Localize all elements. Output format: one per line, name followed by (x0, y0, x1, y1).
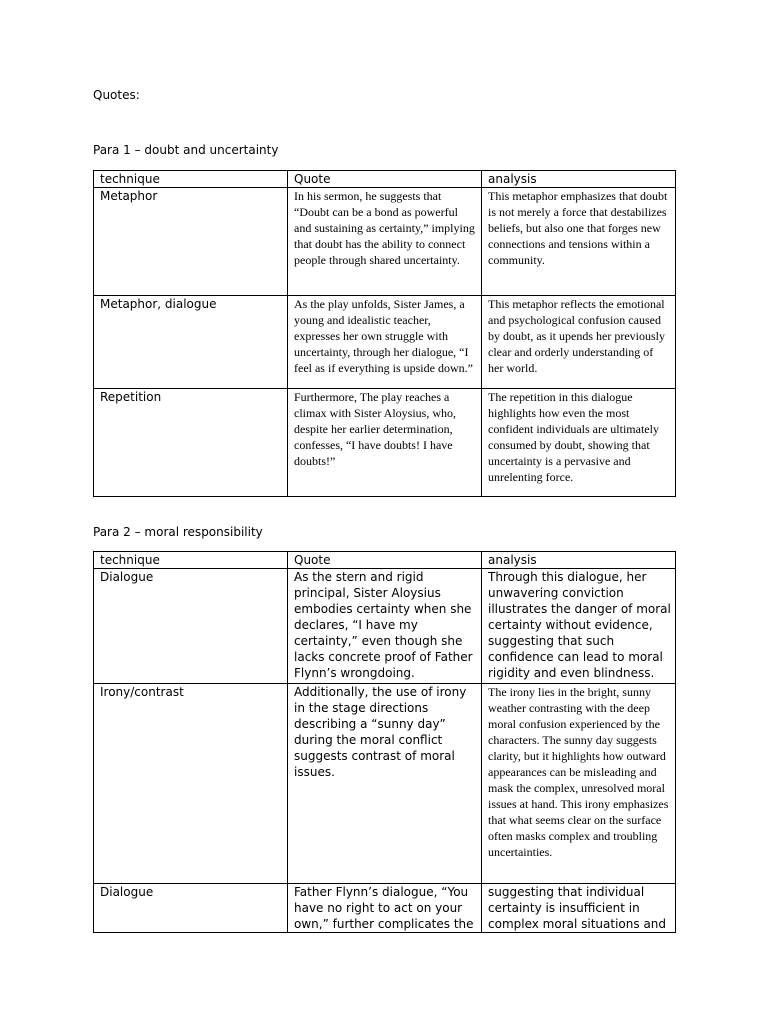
quote-cell: Additionally, the use of irony in the stage directions describing a “sunny day” during the moral conflict suggests contrast of moral issues. (288, 684, 482, 884)
technique-cell: Dialogue (94, 884, 288, 933)
para2-heading: Para 2 – moral responsibility (93, 525, 263, 539)
table-row (94, 569, 676, 684)
technique-cell: Metaphor (94, 188, 288, 296)
para1-heading: Para 1 – doubt and uncertainty (93, 143, 279, 157)
quote-cell: In his sermon, he suggests that “Doubt can be a bond as powerful and sustaining as certainty,” implying that doubt has the ability to connect people through shared uncertainty. (288, 188, 482, 296)
technique-cell: Dialogue (94, 569, 288, 684)
quote-cell: As the play unfolds, Sister James, a young and idealistic teacher, expresses her own struggle with uncertainty, through her dialogue, “I feel as if everything is upside down.” (288, 296, 482, 389)
header-analysis: analysis (482, 171, 676, 188)
table-row (94, 296, 676, 389)
analysis-cell: suggesting that individual certainty is insufficient in complex moral situations and (482, 884, 676, 933)
quote-cell: As the stern and rigid principal, Sister Aloysius embodies certainty when she declares, “I have my certainty,” even though she lacks concrete proof of Father Flynn’s wrongdoing. (288, 569, 482, 684)
header-technique: technique (94, 552, 288, 569)
header-quote: Quote (288, 171, 482, 188)
table-row (94, 884, 676, 933)
analysis-cell: The irony lies in the bright, sunny weather contrasting with the deep moral confusion experienced by the characters. The sunny day suggests clarity, but it highlights how outward appearances can be misleading and mask the complex, unresolved moral issues at hand. This irony emphasizes that what seems clear on the surface often masks complex and troubling uncertainties. (482, 684, 676, 884)
technique-cell: Metaphor, dialogue (94, 296, 288, 389)
quote-cell: Father Flynn’s dialogue, “You have no right to act on your own,” further complicates the (288, 884, 482, 933)
analysis-cell: This metaphor emphasizes that doubt is not merely a force that destabilizes beliefs, but also one that forges new connections and tensions within a community. (482, 188, 676, 296)
table-header-row (94, 552, 676, 569)
table-row (94, 188, 676, 296)
technique-cell: Irony/contrast (94, 684, 288, 884)
quotes-label: Quotes: (93, 88, 140, 102)
analysis-cell: Through this dialogue, her unwavering conviction illustrates the danger of moral certainty without evidence, suggesting that such confidence can lead to moral rigidity and even blindness. (482, 569, 676, 684)
header-quote: Quote (288, 552, 482, 569)
para2-table (93, 551, 676, 933)
header-analysis: analysis (482, 552, 676, 569)
analysis-cell: This metaphor reflects the emotional and psychological confusion caused by doubt, as it upends her previously clear and orderly understanding of her world. (482, 296, 676, 389)
technique-cell: Repetition (94, 389, 288, 497)
para1-table (93, 170, 676, 497)
quote-cell: Furthermore, The play reaches a climax with Sister Aloysius, who, despite her earlier determination, confesses, “I have doubts! I have doubts!” (288, 389, 482, 497)
table-header-row (94, 171, 676, 188)
analysis-cell: The repetition in this dialogue highlights how even the most confident individuals are ultimately consumed by doubt, showing that uncertainty is a pervasive and unrelenting force. (482, 389, 676, 497)
header-technique: technique (94, 171, 288, 188)
table-row (94, 389, 676, 497)
table-row (94, 684, 676, 884)
